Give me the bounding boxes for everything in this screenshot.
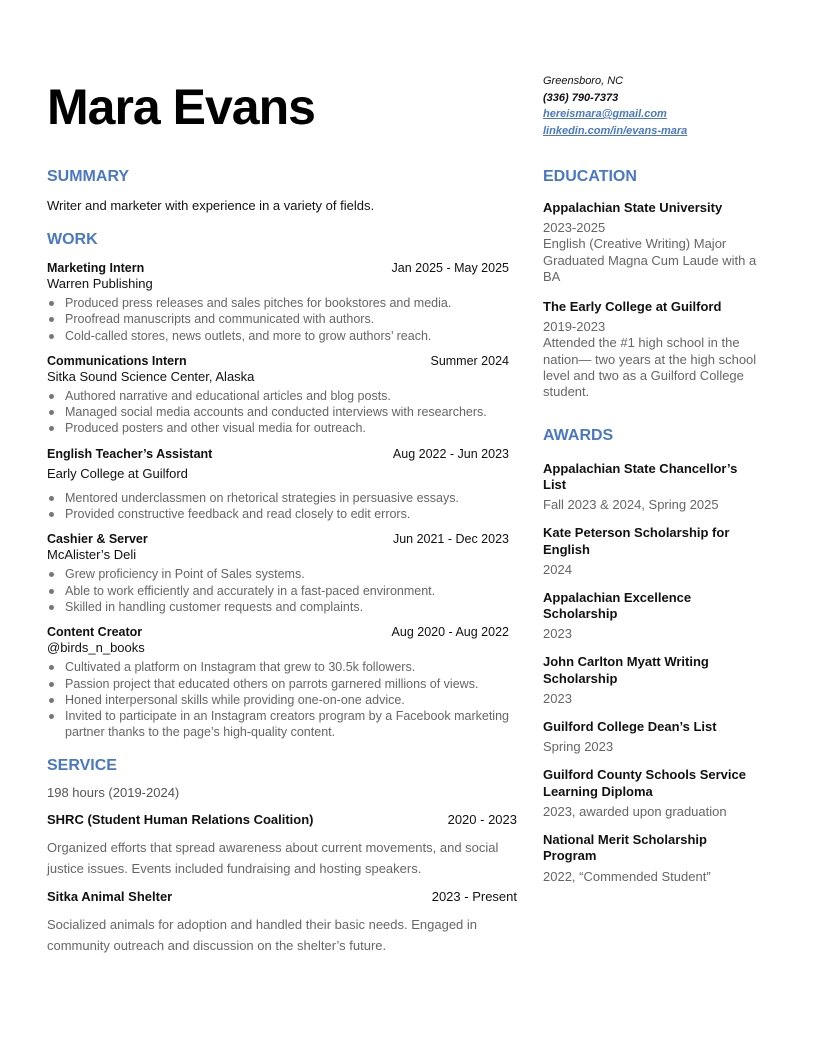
bullet-item: Passion project that educated others on parrots garnered millions of views. — [47, 676, 517, 692]
award-entry — [543, 525, 758, 577]
job-org: Early College at Guilford — [47, 465, 188, 481]
award-name: John Carlton Myatt Writing Scholarship — [543, 654, 709, 686]
bullet-item: Produced posters and other visual media for outreach. — [47, 420, 517, 436]
job-title: Communications Intern — [47, 353, 187, 368]
contact-block — [543, 73, 687, 139]
education-entry — [543, 299, 758, 400]
service-heading: SERVICE — [47, 756, 117, 774]
phone-text: (336) 790-7373 — [543, 91, 619, 104]
bullet-item: Produced press releases and sales pitches for bookstores and media. — [47, 295, 517, 311]
bullet-item: Grew proficiency in Point of Sales systems. — [47, 566, 517, 582]
job-entry — [47, 447, 517, 523]
bullet-item: Honed interpersonal skills while providing one-on-one advice. — [47, 692, 517, 708]
job-title: Marketing Intern — [47, 261, 145, 275]
location-text: Greensboro, NC — [543, 75, 624, 87]
candidate-name: Mara Evans — [47, 79, 315, 135]
job-title: Content Creator — [47, 625, 143, 640]
award-name: Guilford College Dean’s List — [543, 719, 717, 735]
service-date: 2023 - Present — [431, 888, 517, 904]
bullet-item: Skilled in handling customer requests and complaints. — [47, 599, 517, 615]
bullet-item: Provided constructive feedback and read closely to edit errors. — [47, 506, 517, 522]
job-bullets — [47, 659, 517, 740]
award-entry — [543, 719, 758, 754]
job-bullets — [47, 490, 517, 523]
award-entry — [543, 767, 758, 819]
award-entry — [543, 654, 758, 706]
award-date: 2023 — [543, 691, 572, 707]
award-name: Appalachian State Chancellor’s List — [543, 460, 738, 492]
service-hours: 198 hours (2019-2024) — [47, 784, 180, 800]
job-entry — [47, 261, 517, 344]
education-entry — [543, 200, 758, 285]
bullet-item: Cold-called stores, news outlets, and more to grow authors’ reach. — [47, 328, 517, 344]
job-date: Jun 2021 - Dec 2023 — [392, 532, 509, 547]
job-date: Jan 2025 - May 2025 — [391, 261, 509, 275]
summary-text: Writer and marketer with experience in a variety of fields. — [47, 198, 375, 213]
job-org: McAlister’s Deli — [47, 547, 137, 563]
job-entry — [47, 532, 517, 615]
education-heading: EDUCATION — [543, 168, 637, 185]
job-date: Aug 2022 - Jun 2023 — [392, 446, 509, 461]
award-date: 2023, awarded upon graduation — [543, 803, 727, 819]
summary-heading: SUMMARY — [47, 168, 130, 185]
award-entry — [543, 590, 758, 642]
bullet-item: Managed social media accounts and conducted interviews with researchers. — [47, 404, 517, 420]
school-details: Attended the #1 high school in the nation— two years at the high school level and two as a Guilford College student. — [543, 335, 757, 400]
service-title: SHRC (Student Human Relations Coalition) — [47, 811, 314, 827]
school-years: 2023-2025 — [543, 220, 606, 235]
award-date: Spring 2023 — [543, 739, 614, 755]
bullet-item: Proofread manuscripts and communicated with authors. — [47, 311, 517, 327]
award-date: 2022, “Commended Student” — [543, 868, 711, 884]
award-entry — [543, 832, 758, 884]
job-date: Summer 2024 — [430, 353, 509, 368]
award-name: Kate Peterson Scholarship for English — [543, 525, 730, 557]
award-date: 2023 — [543, 626, 572, 642]
award-date: Fall 2023 & 2024, Spring 2025 — [543, 497, 719, 513]
service-entry — [47, 812, 517, 879]
bullet-item: Able to work efficiently and accurately in a fast-paced environment. — [47, 583, 517, 599]
job-date: Aug 2020 - Aug 2022 — [391, 625, 509, 640]
school-name: Appalachian State University — [543, 200, 723, 215]
job-bullets — [47, 295, 517, 344]
job-title: English Teacher’s Assistant — [47, 446, 213, 461]
bullet-item: Authored narrative and educational articles and blog posts. — [47, 388, 517, 404]
job-title: Cashier & Server — [47, 532, 148, 547]
job-bullets — [47, 388, 517, 437]
service-title: Sitka Animal Shelter — [47, 888, 173, 904]
job-bullets — [47, 566, 517, 615]
school-details: English (Creative Writing) Major Graduated Magna Cum Laude with a BA — [543, 236, 757, 284]
bullet-item: Mentored underclassmen on rhetorical strategies in persuasive essays. — [47, 490, 517, 506]
linkedin-link[interactable]: linkedin.com/in/evans-mara — [543, 124, 688, 137]
job-entry — [47, 625, 517, 740]
award-name: Guilford County Schools Service Learning Diploma — [543, 767, 746, 799]
job-org: Sitka Sound Science Center, Alaska — [47, 368, 255, 384]
email-link[interactable]: hereismara@gmail.com — [543, 108, 667, 120]
award-name: National Merit Scholarship Program — [543, 831, 707, 864]
bullet-item: Cultivated a platform on Instagram that grew to 30.5k followers. — [47, 659, 517, 675]
service-desc: Socialized animals for adoption and handled their basic needs. Engaged in community outreach and discussion on the shelter’s future. — [47, 916, 478, 953]
award-entry — [543, 461, 758, 513]
job-entry — [47, 354, 517, 437]
left-column — [47, 168, 517, 966]
right-column — [543, 168, 758, 897]
service-desc: Organized efforts that spread awareness about current movements, and social justice issues. Events included fundraising and hosting speakers. — [47, 839, 499, 876]
service-entry — [47, 889, 517, 956]
awards-heading: AWARDS — [543, 426, 614, 444]
work-heading: WORK — [47, 231, 98, 248]
award-name: Appalachian Excellence Scholarship — [543, 589, 692, 622]
job-org: @birds_n_books — [47, 640, 145, 656]
school-name: The Early College at Guilford — [543, 299, 722, 315]
bullet-item: Invited to participate in an Instagram creators program by a Facebook marketing partner thanks to the page’s high-quality content. — [47, 708, 517, 741]
school-years: 2019-2023 — [543, 319, 606, 335]
job-org: Warren Publishing — [47, 276, 153, 291]
service-date: 2020 - 2023 — [447, 811, 517, 827]
award-date: 2024 — [543, 561, 572, 577]
